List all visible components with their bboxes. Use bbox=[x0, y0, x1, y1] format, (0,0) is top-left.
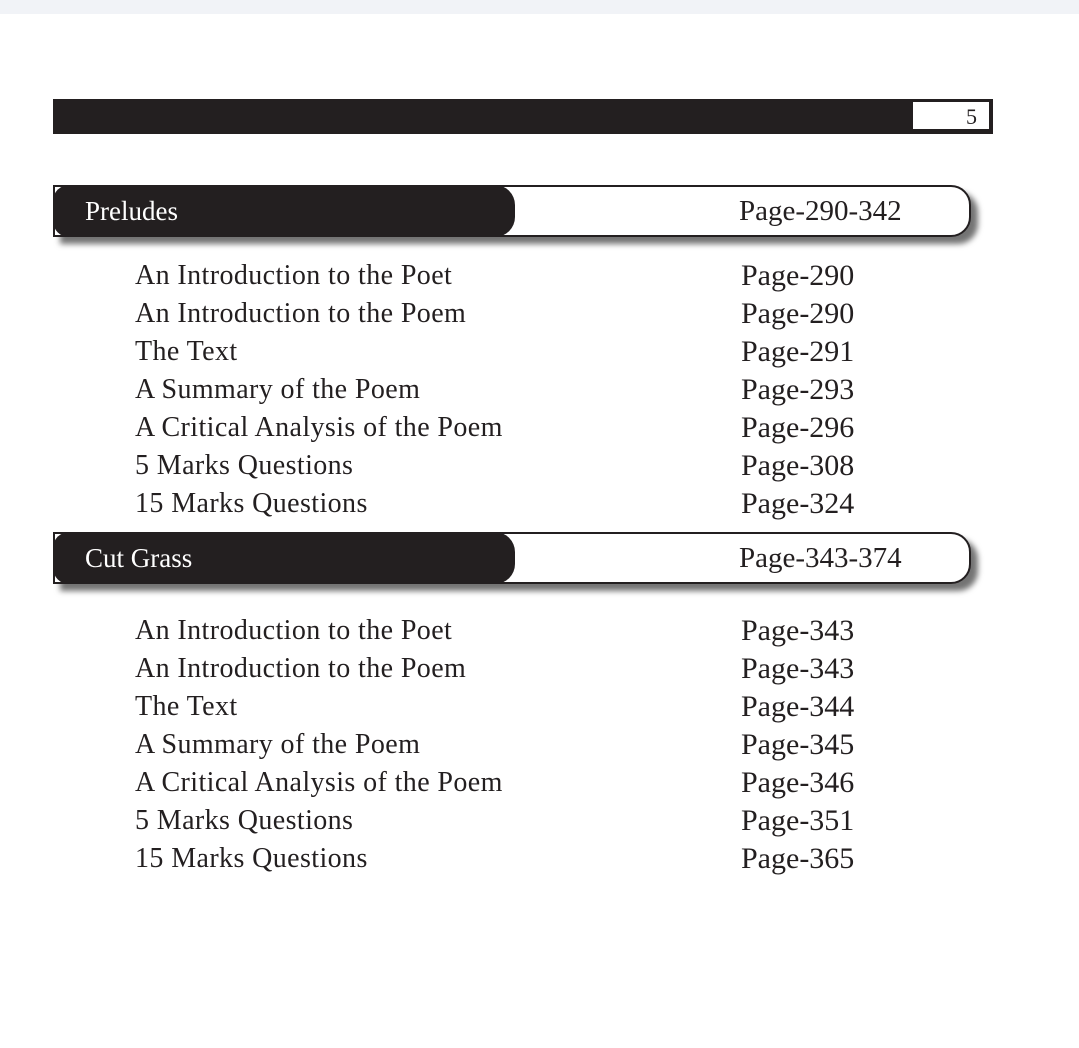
toc-entry-page: Page-324 bbox=[741, 487, 855, 520]
toc-entry-page: Page-290 bbox=[741, 259, 855, 292]
toc-entry-page: Page-308 bbox=[741, 449, 855, 482]
toc-entry-page: Page-343 bbox=[741, 614, 855, 647]
toc-entry bbox=[53, 333, 973, 371]
toc-entry-title: The Text bbox=[135, 691, 238, 722]
toc-entry bbox=[53, 650, 973, 688]
toc-entry-page: Page-291 bbox=[741, 335, 855, 368]
section-page-range: Page-343-374 bbox=[739, 542, 902, 574]
toc-entry-page: Page-345 bbox=[741, 728, 855, 761]
toc-entry-page: Page-293 bbox=[741, 373, 855, 406]
toc-entry-title: An Introduction to the Poet bbox=[135, 260, 453, 291]
section-page-range: Page-290-342 bbox=[739, 195, 902, 227]
toc-entry bbox=[53, 447, 973, 485]
toc-entry-title: A Summary of the Poem bbox=[135, 374, 421, 405]
toc-entry-page: Page-346 bbox=[741, 766, 855, 799]
toc-entry-title: The Text bbox=[135, 336, 238, 367]
toc-entry bbox=[53, 840, 973, 878]
header-bar bbox=[53, 99, 993, 134]
toc-entry bbox=[53, 371, 973, 409]
toc-entry-title: 15 Marks Questions bbox=[135, 488, 368, 519]
toc-entry-title: An Introduction to the Poem bbox=[135, 653, 467, 684]
toc-entry bbox=[53, 764, 973, 802]
toc-entry-page: Page-290 bbox=[741, 297, 855, 330]
toc-entry-page: Page-296 bbox=[741, 411, 855, 444]
toc-entry-title: 5 Marks Questions bbox=[135, 805, 354, 836]
section-title: Cut Grass bbox=[53, 532, 515, 584]
toc-entry-page: Page-344 bbox=[741, 690, 855, 723]
page-number: 5 bbox=[912, 101, 990, 130]
toc-entry-title: A Summary of the Poem bbox=[135, 729, 421, 760]
toc-entry-title: An Introduction to the Poem bbox=[135, 298, 467, 329]
toc-entry-title: 15 Marks Questions bbox=[135, 843, 368, 874]
toc-entry bbox=[53, 802, 973, 840]
section-title: Preludes bbox=[53, 185, 515, 237]
section-header bbox=[53, 185, 971, 237]
toc-list bbox=[53, 612, 973, 878]
toc-entry bbox=[53, 612, 973, 650]
toc-entry bbox=[53, 409, 973, 447]
toc-entry-title: An Introduction to the Poet bbox=[135, 615, 453, 646]
toc-entry-title: A Critical Analysis of the Poem bbox=[135, 412, 503, 443]
toc-list bbox=[53, 257, 973, 523]
toc-entry bbox=[53, 257, 973, 295]
toc-entry-title: 5 Marks Questions bbox=[135, 450, 354, 481]
toc-section-cut-grass bbox=[53, 532, 973, 878]
toc-entry-page: Page-365 bbox=[741, 842, 855, 875]
toc-section-preludes bbox=[53, 185, 973, 523]
toc-entry bbox=[53, 485, 973, 523]
section-header bbox=[53, 532, 971, 584]
top-strip bbox=[0, 0, 1079, 14]
toc-entry bbox=[53, 726, 973, 764]
toc-entry-title: A Critical Analysis of the Poem bbox=[135, 767, 503, 798]
toc-entry bbox=[53, 295, 973, 333]
toc-entry bbox=[53, 688, 973, 726]
toc-entry-page: Page-343 bbox=[741, 652, 855, 685]
toc-entry-page: Page-351 bbox=[741, 804, 855, 837]
